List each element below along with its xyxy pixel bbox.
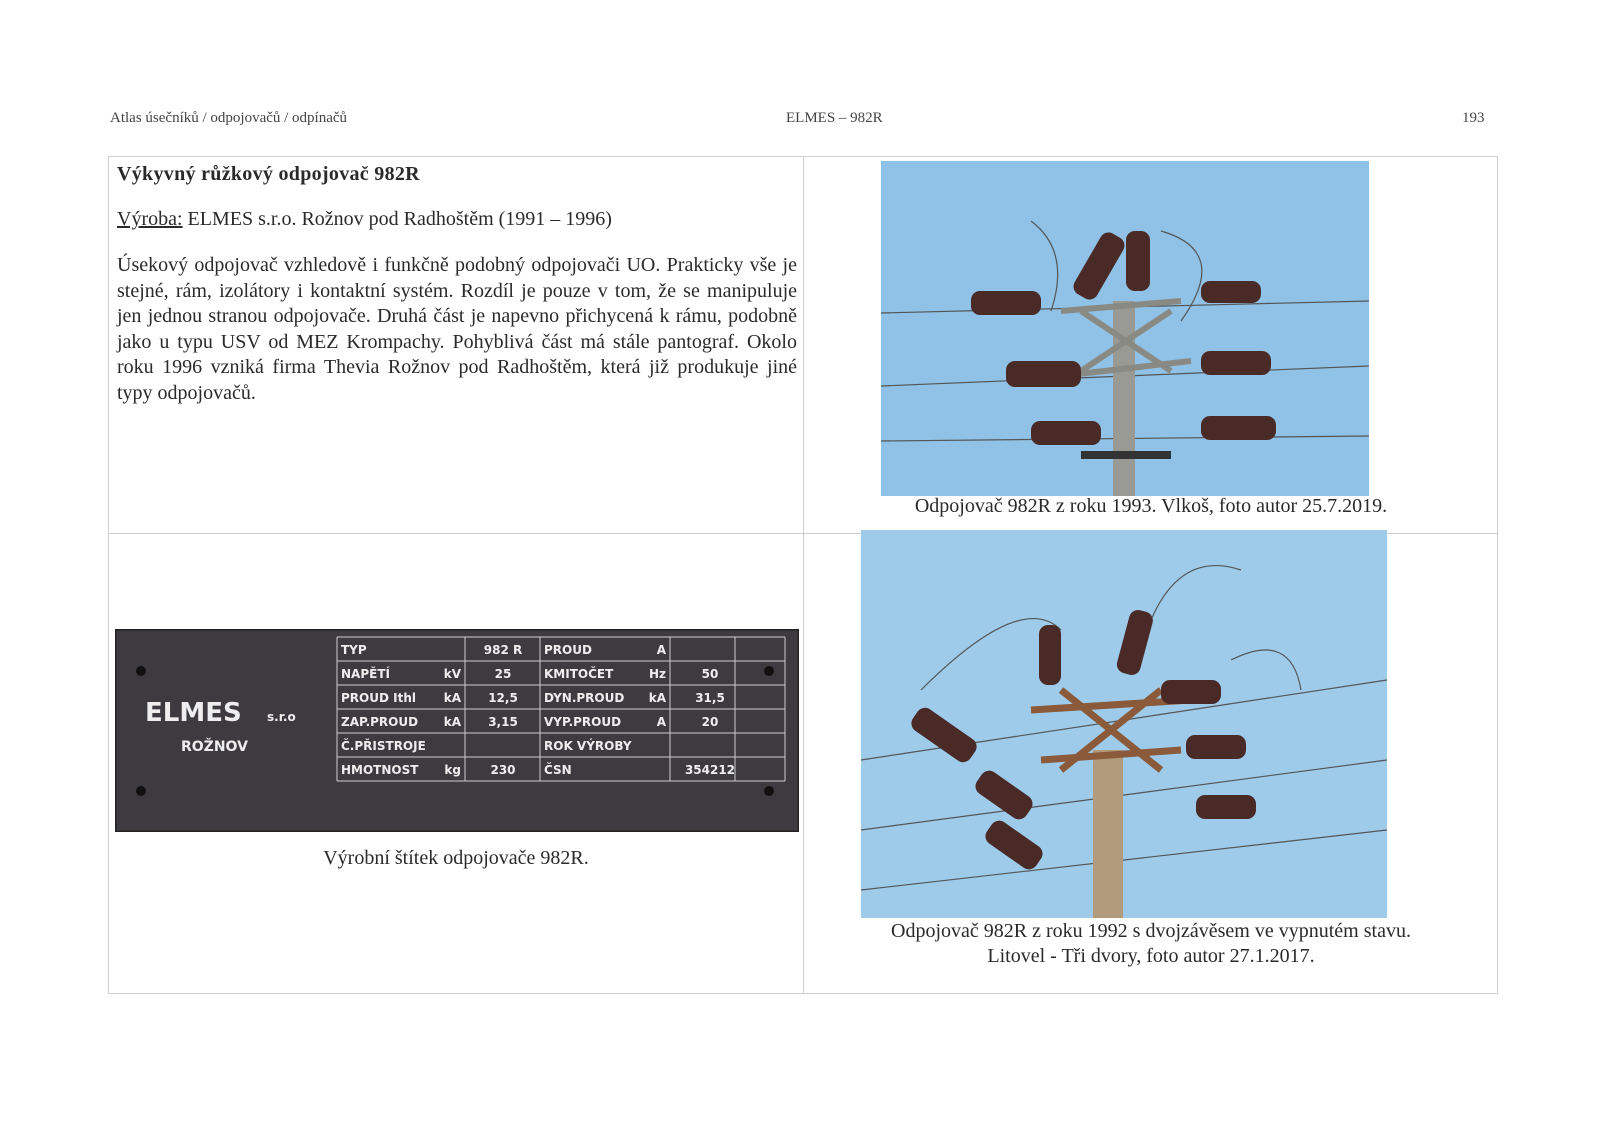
- manufacturer-value: ELMES s.r.o. Rožnov pod Radhoštěm (1991 – 1996): [182, 208, 612, 230]
- manufacturer-label: Výroba:: [117, 208, 183, 230]
- nameplate-unit: A: [656, 715, 666, 729]
- caption-photo2-line2: Litovel - Tři dvory, foto autor 27.1.2017.: [987, 945, 1315, 967]
- nameplate-label: Č.PŘISTROJE: [341, 739, 426, 753]
- nameplate-unit: Hz: [648, 667, 666, 681]
- nameplate-city: ROŽNOV: [181, 739, 248, 755]
- nameplate-value: 12,5: [488, 691, 518, 705]
- article-title: Výkyvný růžkový odpojovač 982R: [117, 163, 420, 185]
- nameplate-value: 230: [490, 763, 516, 777]
- nameplate-label: HMOTNOST: [341, 763, 419, 777]
- article-text: [117, 163, 797, 406]
- caption-photo1: Odpojovač 982R z roku 1993. Vlkoš, foto autor 25.7.2019.: [914, 495, 1388, 517]
- nameplate-label: ZAP.PROUD: [341, 715, 419, 729]
- nameplate-unit: kg: [444, 763, 461, 777]
- nameplate-drawing: [115, 629, 799, 832]
- nameplate-value: 354212: [684, 763, 736, 777]
- photo-disconnector-1992-drawing: [861, 530, 1387, 918]
- manufacturer-line: [117, 208, 797, 231]
- nameplate-label: VYP.PROUD: [544, 715, 622, 729]
- nameplate-label: DYN.PROUD: [544, 691, 625, 705]
- nameplate-label: TYP: [341, 643, 367, 657]
- grid-divider-vertical: [803, 157, 804, 993]
- nameplate: [115, 629, 799, 832]
- caption-plate: Výrobní štítek odpojovače 982R.: [323, 847, 589, 869]
- photo-disconnector-1992: [861, 530, 1387, 918]
- nameplate-value: 31,5: [695, 691, 725, 705]
- nameplate-unit: A: [656, 643, 666, 657]
- nameplate-unit: kV: [443, 667, 461, 681]
- nameplate-value: 982 R: [483, 643, 523, 657]
- running-header-center: ELMES – 982R: [786, 110, 883, 126]
- nameplate-value: 50: [701, 667, 719, 681]
- nameplate-value: 3,15: [488, 715, 518, 729]
- nameplate-label: NAPĚTÍ: [341, 667, 390, 681]
- running-header-left: Atlas úsečníků / odpojovačů / odpínačů: [110, 110, 348, 126]
- caption-photo2-line1: Odpojovač 982R z roku 1992 s dvojzávěsem ve vypnutém stavu.: [891, 920, 1411, 942]
- caption-photo2: [803, 919, 1499, 969]
- nameplate-label: PROUD Ithl: [341, 691, 416, 705]
- photo-disconnector-1993: [881, 161, 1369, 496]
- content-grid: [108, 156, 1498, 994]
- page-number: 193: [1462, 110, 1485, 126]
- nameplate-brand: ELMES: [145, 698, 242, 728]
- nameplate-label: KMITOČET: [544, 667, 614, 681]
- nameplate-unit: kA: [443, 715, 461, 729]
- nameplate-label: ROK VÝROBY: [544, 739, 632, 753]
- nameplate-value: 25: [494, 667, 512, 681]
- nameplate-unit: kA: [443, 691, 461, 705]
- nameplate-label: PROUD: [544, 643, 592, 657]
- photo-disconnector-1993-drawing: [881, 161, 1369, 496]
- nameplate-value: 20: [701, 715, 719, 729]
- nameplate-label: ČSN: [544, 763, 572, 777]
- nameplate-unit: kA: [648, 691, 666, 705]
- article-body: Úsekový odpojovač vzhledově i funkčně podobný odpojovači UO. Prakticky vše je stejné, rám, izolátory i kontaktní systém. Rozdíl je pouze v tom, že se manipuluje jen jednou stranou odpojovače. Druhá část je napevno přichycená k rámu, podobně jako u typu USV od MEZ Krompachy. Pohyblivá část má stále pantograf. Okolo roku 1996 vzniká firma Thevia Rožnov pod Radhoštěm, která již produkuje jiné typy odpojovačů.: [117, 254, 797, 404]
- nameplate-brand-suffix: s.r.o: [267, 710, 296, 724]
